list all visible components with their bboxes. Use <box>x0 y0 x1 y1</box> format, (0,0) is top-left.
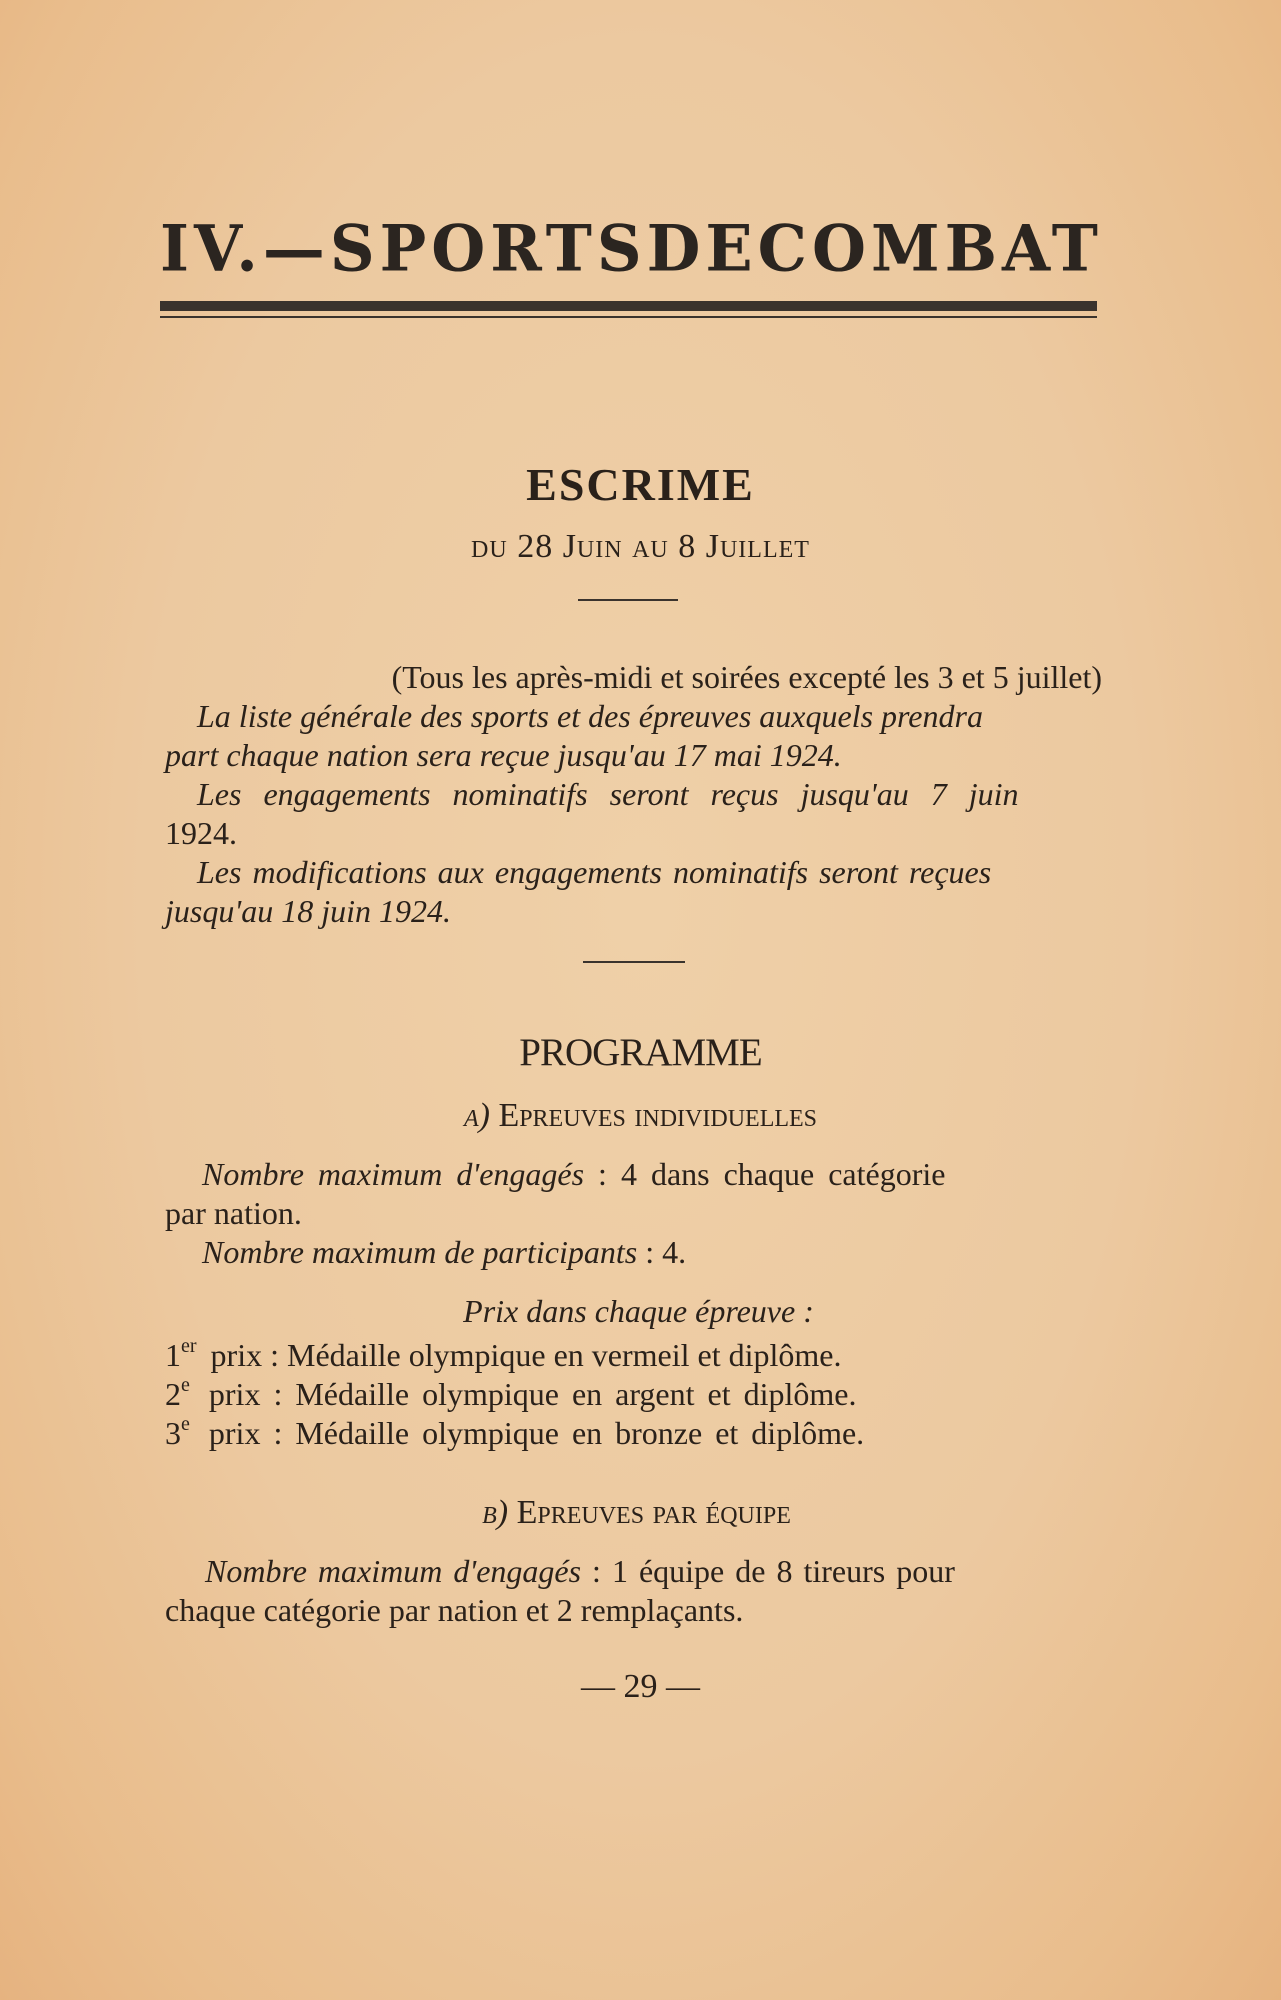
prize-rank: 1 <box>165 1337 181 1373</box>
max-participants-label: Nombre maximum de participants <box>202 1234 638 1270</box>
prize-rank-suffix: er <box>181 1335 197 1357</box>
programme-heading: PROGRAMME <box>519 1031 762 1074</box>
max-entries-value-cont: par nation. <box>165 1195 302 1231</box>
deadline-text: Les modifications aux engagements nominatifs seront reçues <box>197 854 992 890</box>
divider <box>578 599 678 601</box>
schedule-note: (Tous les après-midi et soirées excepté les 3 et 5 juillet) <box>391 659 1102 695</box>
team-max-entries-line <box>165 1552 1102 1591</box>
prize-rank: 3 <box>165 1415 181 1451</box>
title-word: SPORTS <box>329 211 647 286</box>
prize-text: : Médaille olympique en vermeil et diplôme. <box>270 1337 842 1373</box>
max-entries-line <box>165 1155 1102 1194</box>
deadline-text: 1924. <box>165 815 237 851</box>
section-heading-text: Epreuves individuelles <box>498 1097 818 1134</box>
prize-text: : Médaille olympique en argent et diplôme. <box>273 1376 857 1412</box>
prize-row <box>165 1336 842 1374</box>
prizes-heading: Prix dans chaque épreuve : <box>463 1293 814 1329</box>
prize-rank: 2 <box>165 1376 181 1412</box>
deadline-text: Les engagements nominatifs seront reçus jusqu'au 7 juin <box>197 776 1019 812</box>
prize-rank-suffix: e <box>181 1374 190 1396</box>
prize-label: prix <box>208 1376 261 1412</box>
deadline-text: La liste générale des sports et des épreuves auxquels prendra <box>197 698 983 734</box>
max-entries-value-cont: chaque catégorie par nation et 2 remplaçants. <box>165 1592 744 1628</box>
sport-dates: du 28 Juin au 8 Juillet <box>471 528 810 565</box>
deadline-line <box>165 697 1102 736</box>
prize-text: : Médaille olympique en bronze et diplôme. <box>273 1415 865 1451</box>
max-entries-label: Nombre maximum d'engagés <box>205 1553 582 1589</box>
team-heading <box>0 1494 1277 1532</box>
prize-row <box>165 1414 864 1452</box>
section-title <box>160 211 1103 286</box>
prize-rank-suffix: e <box>181 1413 190 1435</box>
page-number: — 29 — <box>581 1668 700 1705</box>
deadline-text: jusqu'au 18 juin 1924. <box>165 893 451 929</box>
prize-label: prix <box>208 1415 261 1451</box>
sport-heading: ESCRIME <box>526 459 755 510</box>
section-letter: a) <box>463 1097 490 1134</box>
divider <box>583 961 685 963</box>
deadline-text: part chaque nation sera reçue jusqu'au 17 mai 1924. <box>165 737 842 773</box>
title-dash: — <box>262 211 330 286</box>
title-word: DE <box>646 211 758 286</box>
prize-label: prix <box>210 1337 263 1373</box>
max-entries-label: Nombre maximum d'engagés <box>202 1156 585 1192</box>
section-letter: b) <box>482 1494 509 1531</box>
section-heading-text: Epreuves par équipe <box>516 1494 791 1531</box>
max-participants-line <box>165 1233 1102 1272</box>
individual-heading <box>0 1097 1281 1135</box>
max-entries-value: : 4 dans chaque catégorie <box>598 1156 946 1192</box>
max-participants-value: : 4. <box>645 1234 687 1270</box>
max-entries-value: : 1 équipe de 8 tireurs pour <box>592 1553 955 1589</box>
title-word: COMBAT <box>757 211 1103 286</box>
section-number: IV. <box>160 211 263 286</box>
title-rule-thin <box>160 316 1097 318</box>
title-rule-thick <box>160 301 1097 311</box>
prize-row <box>165 1375 856 1413</box>
